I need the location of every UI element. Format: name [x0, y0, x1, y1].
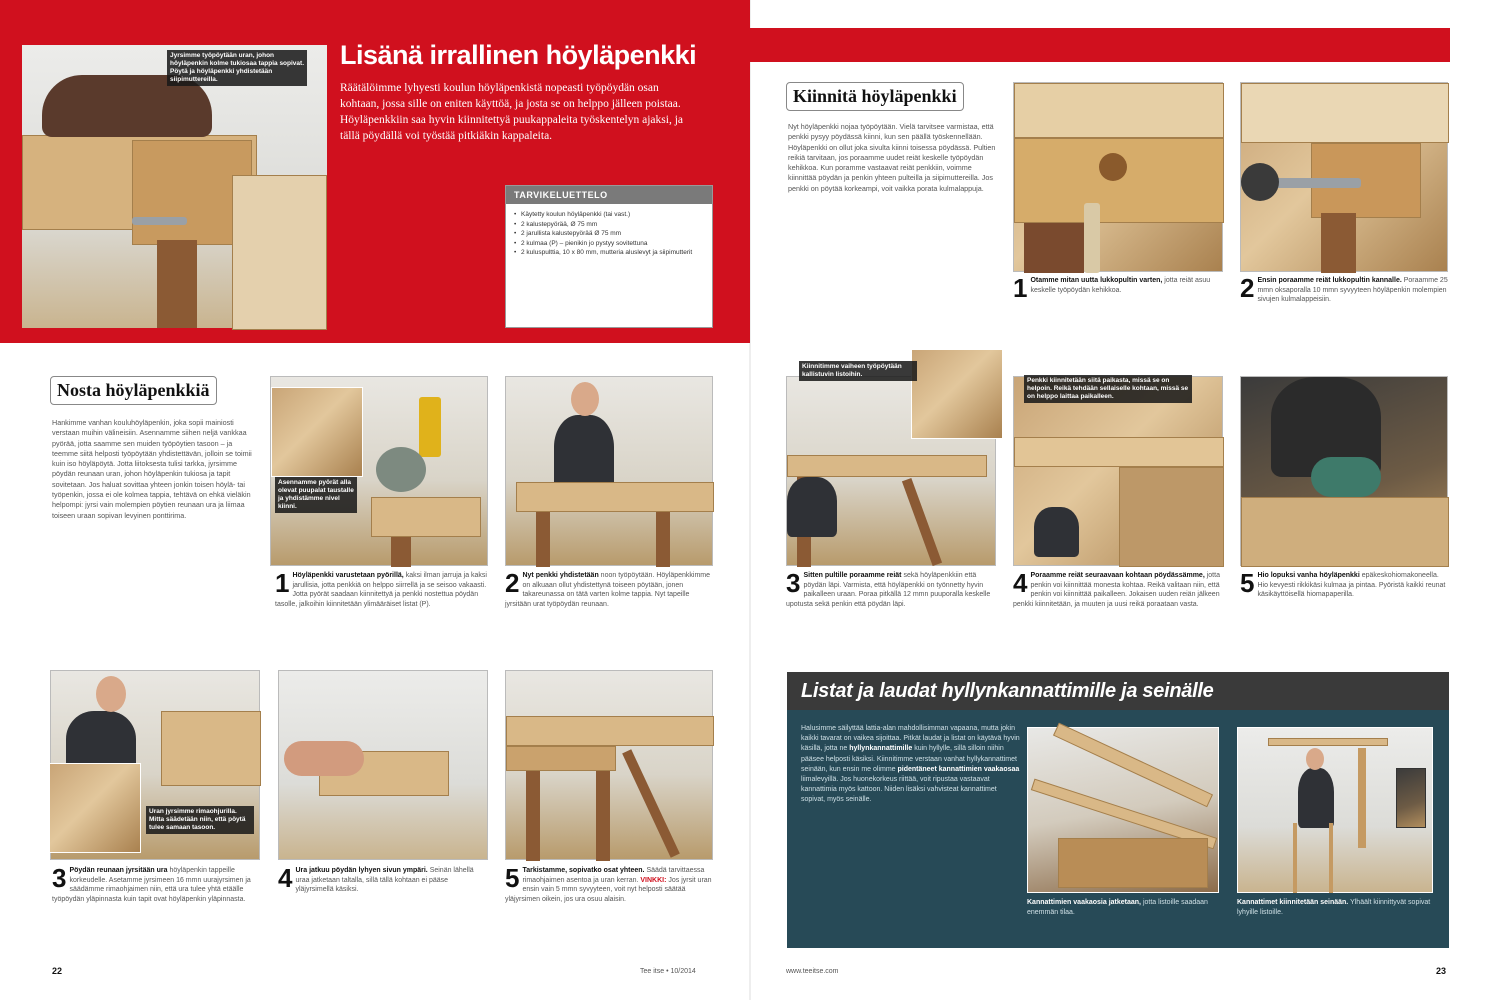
- section-title-lift: Nosta höyläpenkkiä: [50, 376, 217, 405]
- photo-lift-step5: [505, 670, 713, 860]
- shelf-title: Listat ja laudat hyllynkannattimille ja seinälle: [787, 672, 1449, 710]
- photo-attach-step5: [1240, 376, 1448, 566]
- step-number: 3: [786, 568, 801, 598]
- shelf-body-d: pidentäneet kannattimien vaakaosaa: [897, 765, 1020, 773]
- lift-step-4: [278, 863, 488, 895]
- caption-bold: Kannattimien vaakaosia jatketaan,: [1027, 899, 1141, 906]
- caption-text: jotta listoille saadaan enemmän tilaa.: [1027, 899, 1208, 916]
- shelf-box: [787, 672, 1449, 948]
- lift-step-5: [505, 863, 713, 904]
- photo-lift-step1: [270, 376, 488, 566]
- page-number-left: 22: [52, 966, 63, 976]
- attach-step-4: [1013, 568, 1223, 609]
- step-text: sekä höyläpenkkiin että pöydän läpi. Varmista, että höyläpenkki on työnnetty hyvin paikalleen uraan. Poraa pitkällä 12 mmn puuporalla keskelle upotusta sekä penkin että pöydän läpi.: [786, 572, 991, 608]
- step-text: jotta reiät asuu keskelle työpöydän kehikkoa.: [1030, 277, 1211, 294]
- lift-step-2: [505, 568, 713, 609]
- photo-attach-step3: [786, 363, 996, 566]
- footer-mag-name: Tee itse: [640, 968, 665, 975]
- section-title-attach: Kiinnitä höyläpenkki: [786, 82, 964, 111]
- step-bold: Tarkistamme, sopivatko osat yhteen.: [522, 867, 645, 874]
- step-text: Säädä tarvittaessa rimaohjaimen asentoa ja uran kerran.: [522, 867, 705, 884]
- photo-shelf-1: [1027, 727, 1219, 893]
- step-bold: Nyt penkki yhdistetään: [522, 572, 599, 579]
- tools-item: • 2 jarullista kalustepyörää Ø 75 mm: [514, 229, 704, 239]
- step-text: höyläpenkin tappeille korkeudelle. Asetamme jyrsimeen 16 mmn uurajyrsimen ja säädämme rimaohjaimen niin, että ura tulee yhtä etäälle työpöydän yläpinnasta kuin tapit ovat höyläpenkin yläpinnasta.: [52, 867, 251, 903]
- step-number: 2: [1240, 273, 1255, 303]
- footer-magazine: Tee itse • 10/2014: [640, 968, 696, 975]
- photo-shelf-2: [1237, 727, 1433, 893]
- shelf-body-c: kuin hyllylle, sillä silloin niihin pääsee helposti käsiksi. Kiinnitimme verstaan vanhat hyllykannattimet seinään, kun ensin me olimme: [801, 745, 1017, 773]
- tools-item: • 2 kalustepyörää, Ø 75 mm: [514, 220, 704, 230]
- section-attach-body: Nyt höyläpenkki nojaa työpöytään. Vielä tarvitsee varmistaa, että penkki pysyy pöydässä kiinni, kun sen päällä työskennellään. Höyläpenkki on ollut joka sivulta kiinni toisessa pöydässä. Pultien reikiä tarvitaan, jos poraamme uudet reiät keskelle työpöydän kehikkoa. Kun poramme vastaavat reiät penkkiin, voimme kiinnittää pöydän ja penkin yhteen pulteilla ja siipimuttereilla. Jos penkki on pöytää korkeampi, voit vaikka porata kulmalappuja.: [788, 122, 996, 193]
- shelf-body-e: liimalevyillä. Jos huonekorkeus riittää, voit ripustaa vastaavat kannattimia myös kattoon. Niiden lisäksi vahvisteat kannattimet sopivat, myös seinälle.: [801, 776, 997, 804]
- tools-list-box: [505, 185, 713, 328]
- photo-attach-step1: [1013, 82, 1223, 272]
- step-number: 5: [1240, 568, 1255, 598]
- step-bold: Ura jatkuu pöydän lyhyen sivun ympäri.: [295, 867, 428, 874]
- tip-label: VINKKI:: [640, 876, 667, 884]
- step-text: Seinän lähellä uraa jatketaan taltalla, sillä tällä kohtaan ei pääse yläjyrsimellä käsiksi.: [295, 867, 474, 893]
- photo-attach-step4: [1013, 376, 1223, 566]
- tools-item: • Käytetty koulun höyläpenkki (tai vast.): [514, 210, 704, 220]
- shelf-body-b: hyllynkannattimille: [849, 745, 913, 753]
- attach-step-1: [1013, 273, 1223, 303]
- step-number: 3: [52, 863, 67, 893]
- tools-list: [506, 204, 712, 264]
- step-number: 1: [275, 568, 290, 598]
- footer-issue: 10/2014: [670, 968, 696, 975]
- tip-text: Jos jyrsit uran ensin vain 5 mmn syvyyteen, voit nyt helposti säätää yläjyrsimen oikein, jos ura osuu alaisin.: [505, 876, 712, 903]
- attach-step-3: [786, 568, 996, 609]
- photo-lift-step2: [505, 376, 713, 566]
- tools-item: • 2 kuluspulttia, 10 x 80 mm, mutteria aluslevyt ja siipimutterit: [514, 248, 704, 258]
- tools-item: • 2 kulmaa (P) – pienikin jo pystyy sovitettuna: [514, 239, 704, 249]
- hero-photo: [22, 45, 327, 328]
- step-bold: Pöydän reunaan jyrsitään ura: [69, 867, 168, 874]
- shelf-caption-1: [1027, 898, 1222, 917]
- lift-step-1: [275, 568, 487, 609]
- step-bold: Poraamme reiät seuraavaan kohtaan pöydässämme,: [1030, 572, 1205, 579]
- shelf-body: [801, 724, 1021, 806]
- header-strip-right: [750, 28, 1450, 62]
- callout-attach-step3: Kiinnitimme vaiheen työpöytään kallistuvin listoihin.: [799, 361, 917, 381]
- step-text: epäkeskohiomakoneella. Hio kevyesti rikkikäsi kulmaa ja pintaa. Pyöristä kaikki reunat käsikäyttöisellä hiomapaperilla.: [1257, 572, 1446, 598]
- step-number: 1: [1013, 273, 1028, 303]
- step-text: jotta penkin voi kiinnittää monesta kohtaa. Reikä valitaan niin, että penkin voi kiinnittää paikalleen. Jokaisen uuden reiän jälkeen penkki kiinnitetään, ja muuten ja uusi reikä poraataan vasta.: [1013, 572, 1220, 608]
- shelf-caption-2: [1237, 898, 1433, 917]
- step-number: 2: [505, 568, 520, 598]
- step-bold: Ensin poraamme reiät lukkopultin kannalle.: [1257, 277, 1402, 284]
- callout-lift-step3: Uran jyrsimme rimaohjurilla. Mitta säädetään niin, että pöytä tulee samaan tasoon.: [146, 806, 254, 834]
- callout-attach-step4: Penkki kiinnitetään siitä paikasta, missä se on helpoin. Reikä tehdään sellaiselle kohtaan, missä se on helppo laittaa paikalleen.: [1024, 375, 1192, 403]
- step-bold: Höyläpenkki varustetaan pyörillä,: [292, 572, 404, 579]
- step-bold: Otamme mitan uutta lukkopultin varten,: [1030, 277, 1163, 284]
- photo-lift-step4: [278, 670, 488, 860]
- hero-callout: Jyrsimme työpöytään uran, johon höyläpenkin kolme tukiosaa tappia sopivat. Pöytä ja höyläpenkki yhdistetään siipimuttereilla.: [167, 50, 307, 86]
- step-bold: Hio lopuksi vanha höyläpenkki: [1257, 572, 1360, 579]
- step-number: 4: [1013, 568, 1028, 598]
- step-number: 5: [505, 863, 520, 893]
- page-title: Lisänä irrallinen höyläpenkki: [340, 40, 697, 70]
- caption-text: Ylhäält kiinnittyvät sopivat lyhyille listoille.: [1237, 899, 1431, 916]
- callout-lift-step1: Asennamme pyörät alla olevat puupalat taustalle ja yhdistämme nivel kiinni.: [275, 477, 357, 513]
- attach-step-2: [1240, 273, 1448, 305]
- step-text: Poraamme 25 mmn oksaporalla 10 mmn syvyyteen höyläpenkin molempien sivujen kulmalappeisiin.: [1257, 277, 1448, 303]
- step-text: noon työpöytään. Höyläpenkkimme on alkuaan ollut yhdistettynä toiseen pöytään, jonen takareunassa on tätä varten kolme tappia. Nyt tapeille jyrsitään urat työpöydän reunaan.: [505, 572, 711, 608]
- lift-step-3: [52, 863, 262, 904]
- attach-step-5: [1240, 568, 1448, 600]
- lead-paragraph: Räätälöimme lyhyesti koulun höyläpenkistä nopeasti työpöydän osan kohtaan, jossa sille on eniten käyttöä, ja josta se on helppo jälleen poistaa. Höyläpenkkiin saa hyvin kiinnitettyä puukappaleita työskentelyn ajaksi, ja tällä pöydällä voi työstää pitkiäkin kappaleita.: [340, 82, 684, 142]
- step-number: 4: [278, 863, 293, 893]
- tools-heading: TARVIKELUETTELO: [506, 186, 712, 204]
- step-bold: Sitten pultille poraamme reiät: [803, 572, 902, 579]
- footer-site: www.teeitse.com: [786, 968, 839, 975]
- section-lift-body: Hankimme vanhan kouluhöyläpenkin, joka sopii mainiosti verstaan muihin välineisiin. Asennamme siihen neljä vankkaa pyörää, jotta saamme sen muiden työpöytien tasoon – ja teemme siitä helposti työpöytään yhdistettävän, jolloin se toimii kuin iso höyläpöytä. Jotta liitoksesta tulisi tarkka, jyrsimme pöydän reunaan uran, johon höyläpenkin tukiosa ja tapit sovitetaan. Jos haluat sovittaa yhteen jonkin toisen höylä- tai työpenkin, jossa ei ole kolmea tappia, tehtävä on ehkä vieläkin helpompi: jyrsi vain molempien pöytien reunaan ura ja liimaa toiseen uraan sopivan levyinen ponttirima.: [52, 418, 252, 520]
- photo-lift-step3: [50, 670, 260, 860]
- step-text: kaksi ilman jarruja ja kaksi jarullisia, jotta penkkiä on helppo siirrellä ja se seisoo vakaasti. Jotta pyörät saadaan kiinnitettyä ja penkki nostettua pöydän tasolle, jalkoihin kiinnitetään ylimääräiset listat (P).: [275, 572, 487, 608]
- caption-bold: Kannattimet kiinnitetään seinään.: [1237, 899, 1349, 906]
- page-number-right: 23: [1436, 966, 1447, 976]
- shelf-body-a: Halusimme säilyttää lattia-alan mahdollisimman vapaana, mutta jokin kaikki tavarat on vaikea sijoittaa. Pitkät laudat ja listat on käytävä hyvin käsillä, jotta ne: [801, 725, 1020, 753]
- photo-attach-step2: [1240, 82, 1448, 272]
